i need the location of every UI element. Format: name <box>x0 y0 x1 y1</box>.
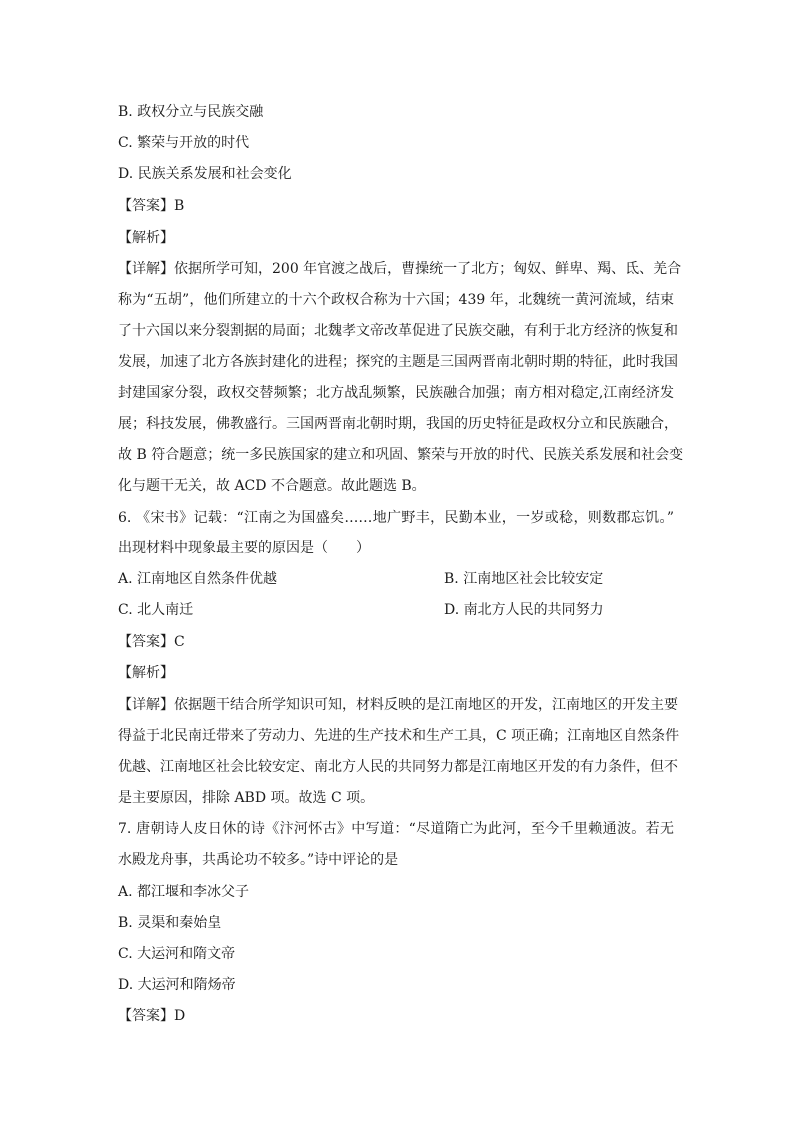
q7-option-b: B. 灵渠和秦始皇 <box>118 915 222 931</box>
q6-analysis-label: 【解析】 <box>118 665 174 681</box>
q5-option-d: D. 民族关系发展和社会变化 <box>118 166 292 182</box>
q6-option-a: A. 江南地区自然条件优越 <box>118 571 278 587</box>
q5-detail-line: 发展，加速了北方各族封建化的进程；探究的主题是三国两晋南北朝时期的特征，此时我国 <box>118 354 678 370</box>
q7-option-d: D. 大运河和隋炀帝 <box>118 977 236 993</box>
q5-option-b: B. 政权分立与民族交融 <box>118 104 264 120</box>
q5-detail-line: 【详解】依据所学可知，200 年官渡之战后，曹操统一了北方；匈奴、鲜卑、羯、氐、羌合 <box>118 261 682 277</box>
q5-analysis-label: 【解析】 <box>118 230 174 246</box>
q7-answer: 【答案】D <box>118 1008 186 1024</box>
q5-detail-line: 化与题干无关，故 ACD 不合题意。故此题选 B。 <box>118 478 426 494</box>
q5-detail-line: 了十六国以来分裂割据的局面；北魏孝文帝改革促进了民族交融，有利于北方经济的恢复和 <box>118 323 678 339</box>
q6-option-d: D. 南北方人民的共同努力 <box>444 602 604 618</box>
q7-option-c: C. 大运河和隋文帝 <box>118 946 236 962</box>
q6-stem-line: 6. 《宋书》记载：“江南之为国盛矣……地广野丰，民勤本业，一岁或稔，则数郡忘饥。” <box>118 510 674 526</box>
q6-answer: 【答案】C <box>118 634 185 650</box>
q5-detail-line: 封建国家分裂，政权交替频繁；北方战乱频繁，民族融合加强；南方相对稳定,江南经济发 <box>118 385 674 401</box>
q6-option-c: C. 北人南迁 <box>118 602 194 618</box>
q6-stem-line: 出现材料中现象最主要的原因是（ ） <box>118 540 370 556</box>
q6-detail-line: 得益于北民南迁带来了劳动力、先进的生产技术和生产工具，C 项正确；江南地区自然条件 <box>118 728 680 744</box>
q7-stem-line: 水殿龙舟事，共禹论功不较多。”诗中评论的是 <box>118 852 399 868</box>
q7-option-a: A. 都江堰和李冰父子 <box>118 884 250 900</box>
q7-stem-line: 7. 唐朝诗人皮日休的诗《汴河怀古》中写道：“尽道隋亡为此河，至今千里赖通波。若无 <box>118 821 674 837</box>
q5-detail-line: 故 B 符合题意；统一多民族国家的建立和巩固、繁荣与开放的时代、民族关系发展和社会变 <box>118 447 684 463</box>
q5-detail-line: 称为“五胡”，他们所建立的十六个政权合称为十六国；439 年，北魏统一黄河流域，结束 <box>118 292 674 308</box>
q5-answer: 【答案】B <box>118 198 185 214</box>
q5-detail-line: 展；科技发展，佛教盛行。三国两晋南北朝时期，我国的历史特征是政权分立和民族融合， <box>118 416 678 432</box>
q6-option-b: B. 江南地区社会比较安定 <box>444 571 604 587</box>
q6-detail-line: 优越、江南地区社会比较安定、南北方人民的共同努力都是江南地区开发的有力条件，但不 <box>118 759 678 775</box>
q6-detail-line: 是主要原因，排除 ABD 项。故选 C 项。 <box>118 790 375 806</box>
q6-detail-line: 【详解】依据题干结合所学知识可知，材料反映的是江南地区的开发，江南地区的开发主要 <box>118 697 678 713</box>
q5-option-c: C. 繁荣与开放的时代 <box>118 135 250 151</box>
